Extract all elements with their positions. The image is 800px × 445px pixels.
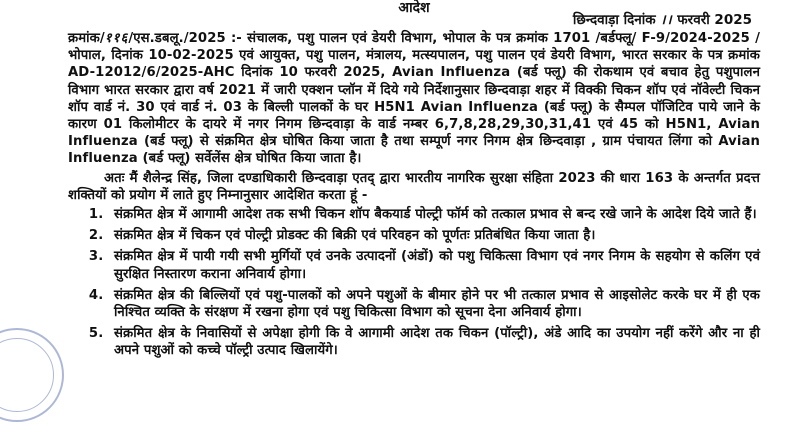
order-item: 1. संक्रमित क्षेत्र में आगामी आदेश तक सभी चिकन शॉप बैकयार्ड पोल्ट्री फॉर्म को तत्काल प्रभाव से बन्द रखे जाने के आदेश दिये जाते हैं।: [108, 206, 760, 223]
order-item: 2. संक्रमित क्षेत्र में चिकन एवं पोल्ट्री प्रोडक्ट की बिक्री एवं परिवहन को पूर्णतः प्रतिबंधित किया जाता है।: [108, 227, 760, 244]
dateline-suffix: फरवरी 2025: [677, 12, 752, 28]
orders-list: [68, 206, 760, 360]
dateline-prefix: छिन्दवाड़ा दिनांक: [572, 12, 656, 28]
order-item: 4. संक्रमित क्षेत्र की बिल्लियों एवं पशु-पालकों को अपने पशुओं के बीमार होने पर भी तत्काल प्रभाव से आइसोलेट करके घर में ही एक निश्चित व्यक्ति के संरक्षण में रखना होगा एवं पशु चिकित्सा विभाग को सूचना देना अनिवार्य होगा।: [108, 287, 760, 321]
intro-paragraph: [68, 30, 760, 168]
order-item: 5. संक्रमित क्षेत्र के निवासियों से अपेक्षा होगी कि वे आगामी आदेश तक चिकन (पॉल्ट्री), अंडे आदि का उपयोग नहीं करेंगे और ना ही अपने पशुओं को कच्चे पॉल्ट्री उत्पाद खिलायेंगे।: [108, 325, 760, 359]
authority-paragraph: अतः मैं शैलेन्द्र सिंह, जिला दण्डाधिकारी छिन्दवाड़ा एतद् द्वारा भारतीय नागरिक सुरक्षा संहिता 2023 की धारा 163 के अन्तर्गत प्रदत्त शक्तियों को प्रयोग में लाते हुए निम्नानुसार आदेशित करता हूं -: [68, 170, 760, 203]
intro-text: /एस.डबलू./2025 :- संचालक, पशु पालन एवं डेयरी विभाग, भोपाल के पत्र क्रमांक 1701 /बर्डफ्लू/ F-9/2024-2025 / भोपाल, दिनांक 10-02-2025 एवं आयुक्त, पशु पालन, मंत्रालय, मत्स्यपालन, पशु पालन एवं डेयरी विभाग, भारत सरकार के पत्र क्रमांक AD-12012/6/2025-AHC दिनांक 10 फरवरी 2025, Avian Influenza (बर्ड फ्लू) की रोकथाम एवं बचाव हेतु पशुपालन विभाग भारत सरकार द्वारा वर्ष 2021 में जारी एक्शन प्लॉन में दिये गये निर्देशानुसार छिन्दवाड़ा शहर में विक्की चिकन शॉप एवं नॉवेल्टी चिकन शॉप वार्ड नं. 30 एवं वार्ड नं. 03 के बिल्ली पालकों के घर H5N1 Avian Influenza (बर्ड फ्लू) के सैम्पल पॉजिटिव पाये जाने के कारण 01 किलोमीटर के दायरे में नगर निगम छिन्दवाड़ा के वार्ड नम्बर 6,7,8,28,29,30,31,41 एवं 45 को H5N1, Avian Influenza (बर्ड फ्लू) से संक्रमित क्षेत्र घोषित किया जाता है तथा सम्पूर्ण नगर निगम क्षेत्र छिन्दवाड़ा , ग्राम पंचायत लिंगा को Avian Influenza (बर्ड फ्लू) सर्वेलेंस क्षेत्र घोषित किया जाता है।: [68, 31, 760, 167]
office-seal-stamp: [0, 328, 64, 422]
dateline: [573, 11, 752, 29]
ref-number: ११६: [104, 31, 129, 46]
dateline-day: ।।: [660, 12, 673, 28]
order-item: 3. संक्रमित क्षेत्र में पायी गयी सभी मुर्गियों एवं उनके उत्पादनों (अंडों) को पशु चिकित्सा विभाग एवं नगर निगम के सहयोग से कलिंग एवं सुरक्षित निस्तारण कराना अनिवार्य होगा।: [108, 248, 760, 282]
ref-label: क्रमांक/: [68, 31, 105, 46]
document-body: [68, 30, 760, 364]
document-heading: आदेश: [398, 0, 430, 14]
